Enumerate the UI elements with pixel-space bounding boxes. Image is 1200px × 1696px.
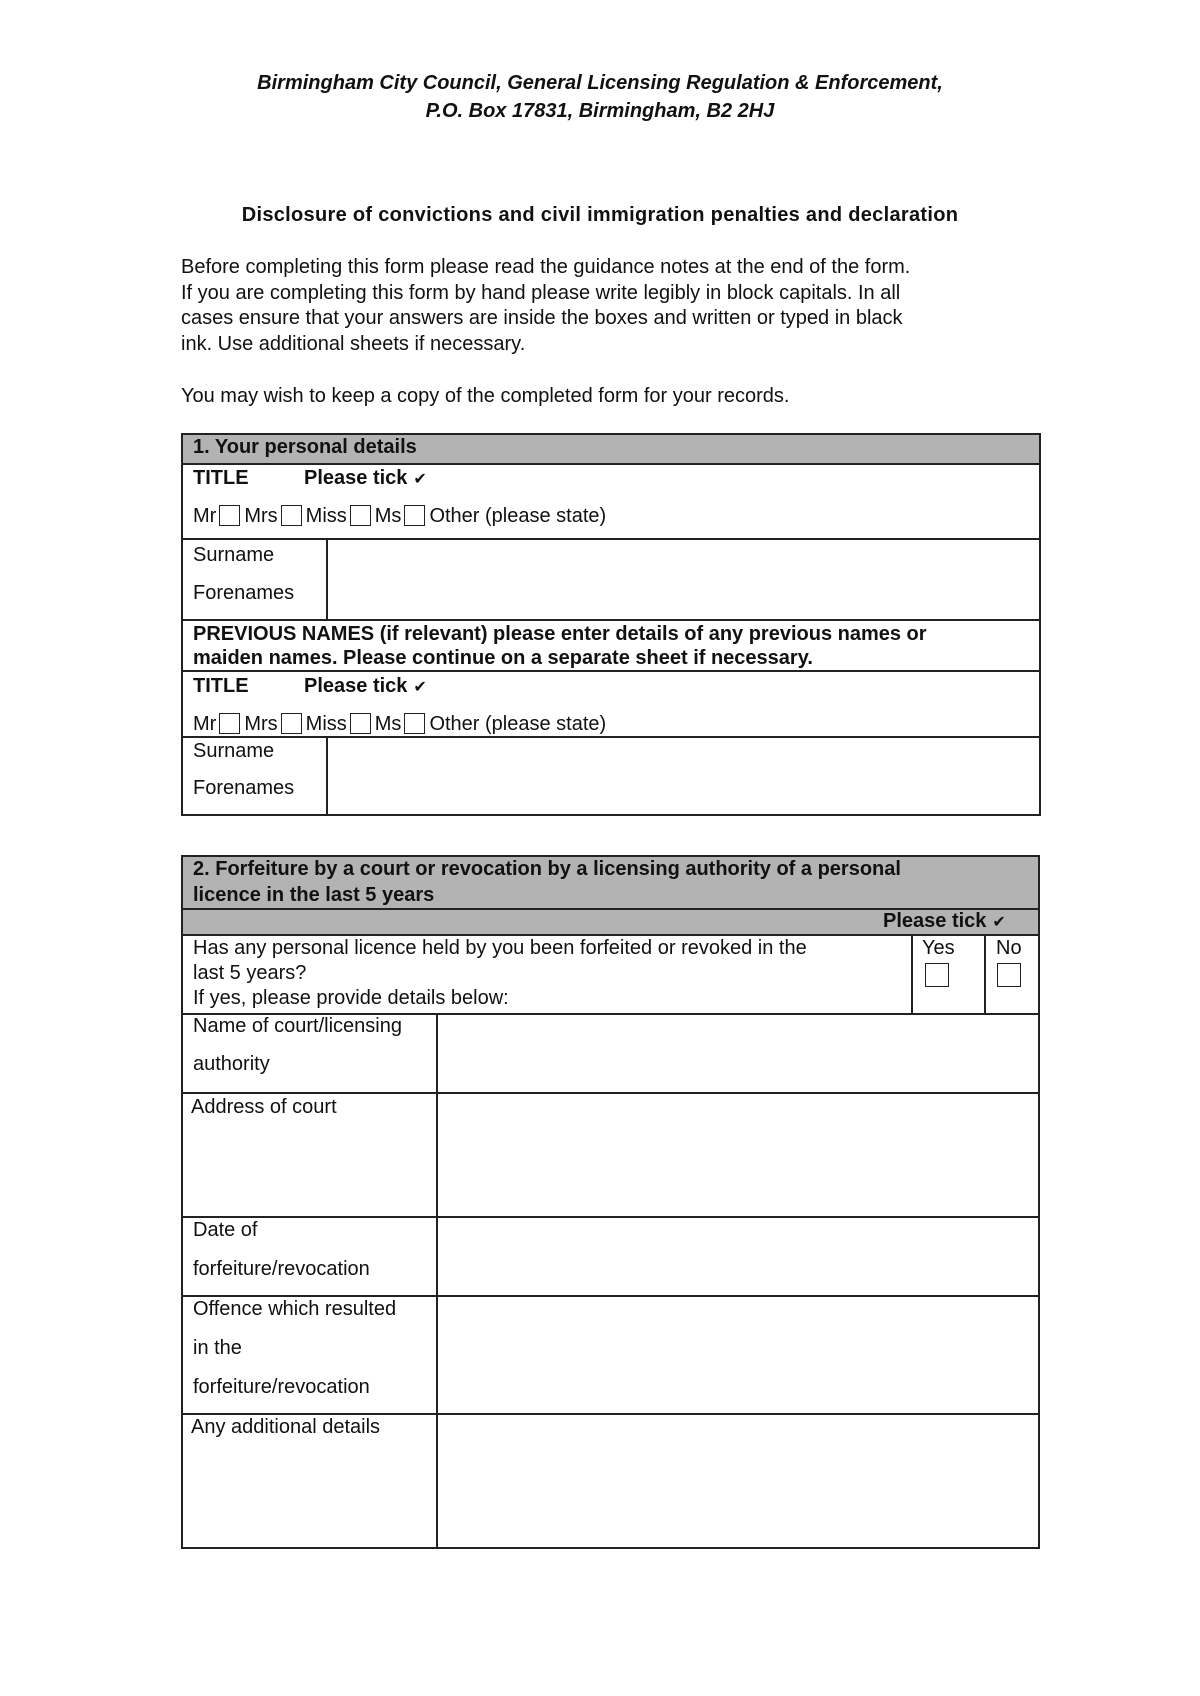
previous-names-line-2: maiden names. Please continue on a separate sheet if necessary. [193, 647, 813, 669]
previous-names-line-1: PREVIOUS NAMES (if relevant) please enter details of any previous names or [193, 623, 927, 645]
offence-label-line-3: forfeiture/revocation [193, 1376, 370, 1398]
council-address-line-2: P.O. Box 17831, Birmingham, B2 2HJ [425, 100, 775, 122]
previous-surname-label: Surname [193, 740, 275, 762]
council-address-line-1: Birmingham City Council, General Licensing Regulation & Enforcement, [257, 72, 943, 94]
additional-details-label: Any additional details [191, 1416, 381, 1438]
divider [181, 538, 1041, 540]
date-label-line-2: forfeiture/revocation [193, 1258, 370, 1280]
offence-label-line-2: in the [193, 1337, 242, 1359]
divider [181, 619, 1041, 621]
checkbox-miss[interactable] [350, 505, 371, 526]
checkbox-forfeited-no[interactable] [997, 963, 1021, 987]
option-mrs-label: Mrs [244, 713, 278, 735]
checkbox-ms[interactable] [404, 505, 425, 526]
offence-label-line-1: Offence which resulted [193, 1298, 397, 1320]
intro-line-1: Before completing this form please read the guidance notes at the end of the form. [181, 256, 911, 278]
tick-icon: ✔ [413, 471, 427, 488]
divider [984, 934, 986, 1014]
divider [181, 670, 1041, 672]
option-ms-label: Ms [374, 713, 402, 735]
title-options [193, 505, 606, 528]
divider [181, 1413, 1040, 1415]
option-mr-label: Mr [193, 505, 217, 527]
no-label: No [996, 937, 1022, 959]
option-other-label: Other (please state) [429, 505, 607, 527]
option-mr-label: Mr [193, 713, 217, 735]
forfeiture-question-line-2: last 5 years? [193, 962, 307, 984]
court-name-input[interactable] [440, 1016, 1037, 1089]
forfeiture-question-line-3: If yes, please provide details below: [193, 987, 509, 1009]
intro-line-2: If you are completing this form by hand please write legibly in block capitals. In all [181, 281, 901, 304]
divider [181, 1216, 1040, 1218]
divider [326, 538, 328, 620]
name-input-area[interactable] [330, 542, 1038, 616]
section-2-heading-line-2: licence in the last 5 years [193, 884, 435, 906]
surname-label: Surname [193, 544, 275, 566]
divider [181, 1092, 1040, 1094]
previous-title-options [193, 713, 606, 736]
section-2-heading-line-1: 2. Forfeiture by a court or revocation by a licensing authority of a personal [193, 858, 901, 880]
option-miss-label: Miss [305, 505, 347, 527]
form-title: Disclosure of convictions and civil immigration penalties and declaration [241, 204, 959, 226]
please-tick-text: Please tick [304, 675, 408, 697]
checkbox-previous-mr[interactable] [219, 713, 240, 734]
section-2-please-tick [883, 910, 1006, 933]
please-tick-text: Please tick [304, 467, 408, 489]
intro-line-4: ink. Use additional sheets if necessary. [181, 332, 526, 355]
section-1-heading: 1. Your personal details [193, 436, 417, 458]
checkbox-previous-miss[interactable] [350, 713, 371, 734]
divider [181, 463, 1041, 465]
previous-name-input-area[interactable] [330, 740, 1038, 812]
forenames-label: Forenames [193, 582, 295, 604]
tick-icon: ✔ [413, 679, 427, 696]
please-tick-text: Please tick [883, 910, 987, 932]
checkbox-mrs[interactable] [281, 505, 302, 526]
divider [911, 934, 913, 1014]
date-label-line-1: Date of [193, 1219, 258, 1241]
title-label: TITLE [193, 467, 249, 489]
option-miss-label: Miss [305, 713, 347, 735]
court-name-label-line-1: Name of court/licensing [193, 1015, 402, 1037]
court-address-label: Address of court [191, 1096, 337, 1118]
checkbox-previous-mrs[interactable] [281, 713, 302, 734]
records-note: You may wish to keep a copy of the completed form for your records. [181, 385, 790, 407]
divider [181, 736, 1041, 738]
tick-icon: ✔ [992, 914, 1006, 931]
previous-forenames-label: Forenames [193, 777, 295, 799]
divider [326, 736, 328, 816]
option-ms-label: Ms [374, 505, 402, 527]
checkbox-forfeited-yes[interactable] [925, 963, 949, 987]
intro-text [181, 255, 1011, 357]
forfeiture-question-line-1: Has any personal licence held by you been forfeited or revoked in the [193, 937, 807, 959]
additional-details-input[interactable] [440, 1417, 1037, 1545]
previous-title-label: TITLE [193, 675, 249, 697]
intro-line-3: cases ensure that your answers are inside the boxes and written or typed in black [181, 307, 903, 329]
please-tick-label [304, 467, 427, 490]
option-mrs-label: Mrs [244, 505, 278, 527]
checkbox-previous-ms[interactable] [404, 713, 425, 734]
checkbox-mr[interactable] [219, 505, 240, 526]
divider [181, 1295, 1040, 1297]
court-name-label-line-2: authority [193, 1053, 270, 1075]
previous-please-tick-label [304, 675, 427, 698]
option-other-label: Other (please state) [429, 713, 607, 735]
court-address-input[interactable] [440, 1096, 1037, 1212]
offence-input[interactable] [440, 1299, 1037, 1409]
yes-label: Yes [922, 937, 955, 959]
forfeiture-date-input[interactable] [440, 1220, 1037, 1292]
